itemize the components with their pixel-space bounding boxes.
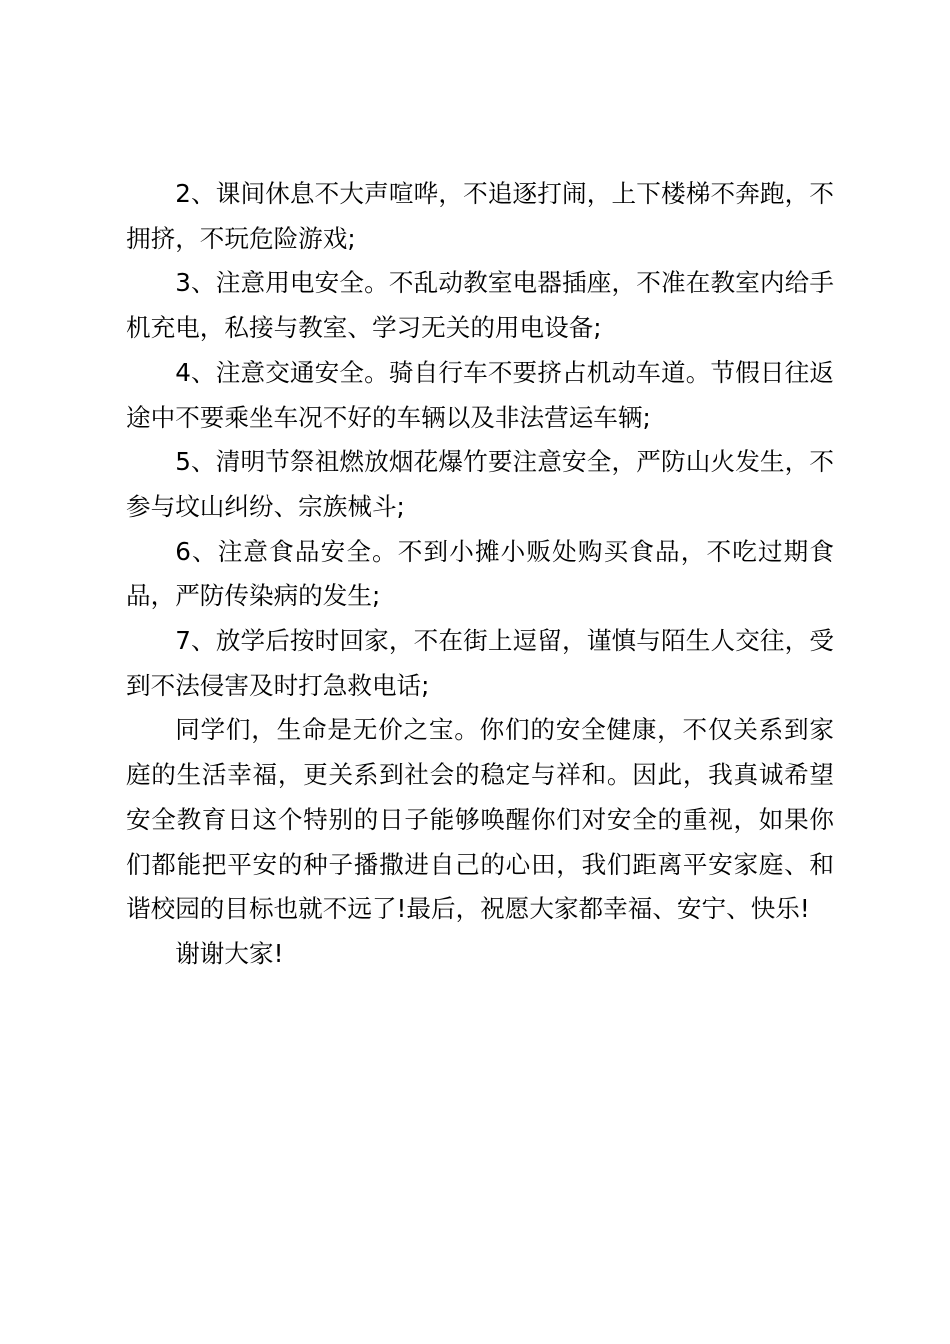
- paragraph-rule-7: 7、放学后按时回家，不在街上逗留，谨慎与陌生人交往，受到不法侵害及时打急救电话;: [126, 626, 834, 700]
- document-body: [126, 172, 834, 977]
- paragraph-closing: 同学们，生命是无价之宝。你们的安全健康，不仅关系到家庭的生活幸福，更关系到社会的稳定与祥和。因此，我真诚希望安全教育日这个特别的日子能够唤醒你们对安全的重视，如果你们都能把平安的种子播撒进自己的心田，我们距离平安家庭、和谐校园的目标也就不远了!最后，祝愿大家都幸福、安宁、快乐!: [126, 715, 834, 924]
- paragraph-thanks: 谢谢大家!: [175, 938, 284, 968]
- paragraph-rule-5: 5、清明节祭祖燃放烟花爆竹要注意安全，严防山火发生，不参与坟山纠纷、宗族械斗;: [126, 447, 834, 521]
- paragraph-rule-4: 4、注意交通安全。骑自行车不要挤占机动车道。节假日往返途中不要乘坐车况不好的车辆以及非法营运车辆;: [126, 357, 834, 432]
- paragraph-rule-3: 3、注意用电安全。不乱动教室电器插座，不准在教室内给手机充电，私接与教室、学习无关的用电设备;: [126, 268, 834, 343]
- paragraph-rule-6: 6、注意食品安全。不到小摊小贩处购买食品，不吃过期食品，严防传染病的发生;: [126, 536, 834, 611]
- paragraph-rule-2: 2、课间休息不大声喧哗，不追逐打闹，上下楼梯不奔跑，不拥挤，不玩危险游戏;: [126, 179, 834, 253]
